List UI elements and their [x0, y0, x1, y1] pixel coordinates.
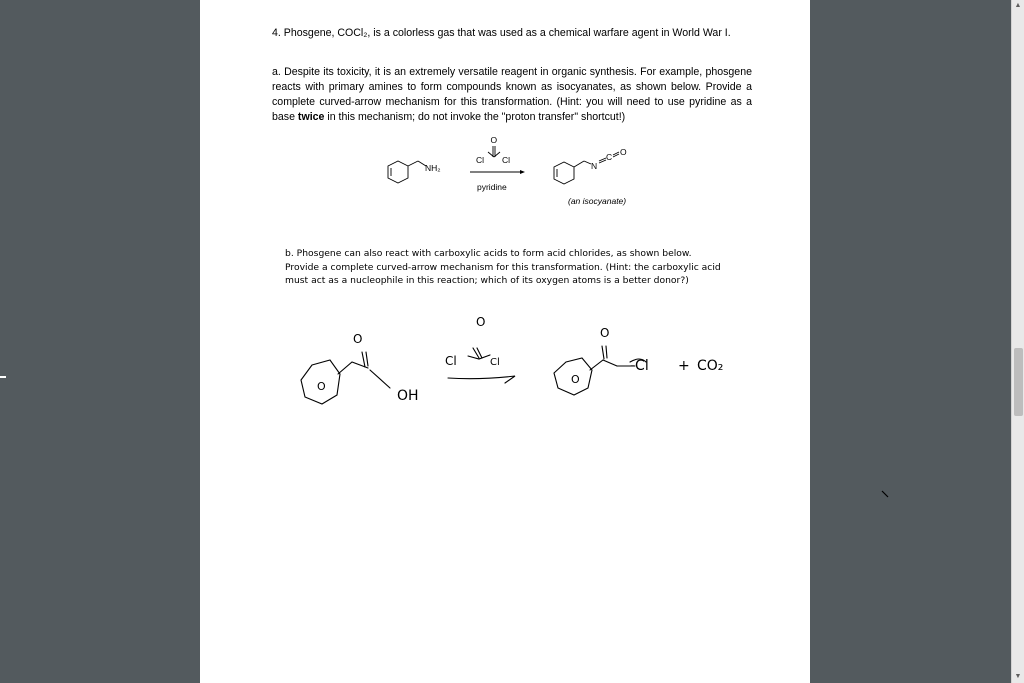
- stub: [410, 370, 422, 379]
- isocyanate-n: N: [591, 161, 598, 171]
- acid-oh: OH: [397, 388, 419, 404]
- acid-chloride-cl: -Cl: [630, 358, 649, 374]
- question-4a-bold-word: twice: [297, 111, 325, 123]
- stray-mark: [880, 489, 890, 499]
- vertical-scrollbar[interactable]: [1011, 0, 1024, 683]
- document-page: [200, 0, 810, 683]
- scroll-up-icon[interactable]: ▲: [1014, 2, 1022, 9]
- co2-label: CO₂: [697, 358, 724, 374]
- acid-chloride-o: O: [600, 326, 610, 340]
- acid-carbonyl: [362, 352, 368, 367]
- benzyl-bond-2: [574, 161, 584, 167]
- phosgene-co-handdrawn: [473, 348, 482, 358]
- handdrawn-arrow: [448, 376, 515, 383]
- acid-carbonyl-o: O: [353, 332, 363, 346]
- phosgene-structure: [488, 146, 500, 157]
- question-4a-text-end: in this mechanism; do not invoke the "proton transfer" shortcut!): [324, 111, 626, 123]
- benzylamine-structure: [388, 161, 426, 183]
- phosgene-o-handwritten: O: [476, 315, 486, 329]
- benzyl-bond: [408, 161, 418, 166]
- ring-label-left: O: [317, 380, 326, 393]
- scheme-a-reaction: [370, 130, 670, 210]
- question-4b-text: b. Phosgene can also react with carboxylic acids to form acid chlorides, as shown below. Provide a complete curved-arrow mechanism for this transformation. (Hint: the carboxylic acid must act as a nucleophile in this reaction; which of its oxygen atoms is a better donor?): [285, 248, 721, 287]
- scheme-b-handwritten: [290, 310, 760, 430]
- phosgene-o: O: [490, 135, 498, 145]
- acid-chain: [338, 362, 368, 374]
- reaction-arrowhead-a: [520, 170, 525, 174]
- isocyanate-o: O: [620, 147, 627, 157]
- scroll-thumb[interactable]: [1014, 348, 1023, 416]
- ch2-n-bond-2: [584, 161, 591, 164]
- acyl-chain: [590, 360, 617, 370]
- isocyanate-caption: (an isocyanate): [568, 196, 627, 206]
- phosgene-cl-left: Cl: [476, 155, 485, 165]
- question-4a-text-start: a. Despite its toxicity, it is an extremely versatile reagent in organic synthesis. For example, phosgene reacts with primary amines to form compounds known as isocyanates, as shown below. Provide a complete curved-arrow mechanism for this transformation. (Hint: you will need to use pyridine as a base: [272, 66, 752, 123]
- acid-oh-bond: [370, 370, 390, 388]
- question-4-intro: 4. Phosgene, COCl₂, is a colorless gas that was used as a chemical warfare agent in World War I.: [272, 27, 731, 39]
- ring-label-right: O: [571, 373, 580, 386]
- isocyanate-c: C: [606, 152, 613, 162]
- amine-label: NH₂: [425, 163, 441, 173]
- carboxylic-acid-drawing: [301, 352, 646, 404]
- acyl-carbonyl: [602, 346, 607, 359]
- acid-chloride-drawing: [554, 346, 635, 395]
- plus-sign: +: [678, 358, 690, 374]
- question-4a-text: [272, 65, 752, 125]
- phosgene-cl-right: Cl: [502, 155, 511, 165]
- scroll-down-icon[interactable]: ▼: [1014, 673, 1022, 680]
- base-label: pyridine: [477, 182, 507, 192]
- phosgene-cl-right-handwritten: Cl: [490, 357, 500, 368]
- phosgene-handdrawn: [448, 348, 515, 383]
- edge-marker: [0, 376, 6, 378]
- phosgene-cl-left-handwritten: Cl: [445, 354, 457, 368]
